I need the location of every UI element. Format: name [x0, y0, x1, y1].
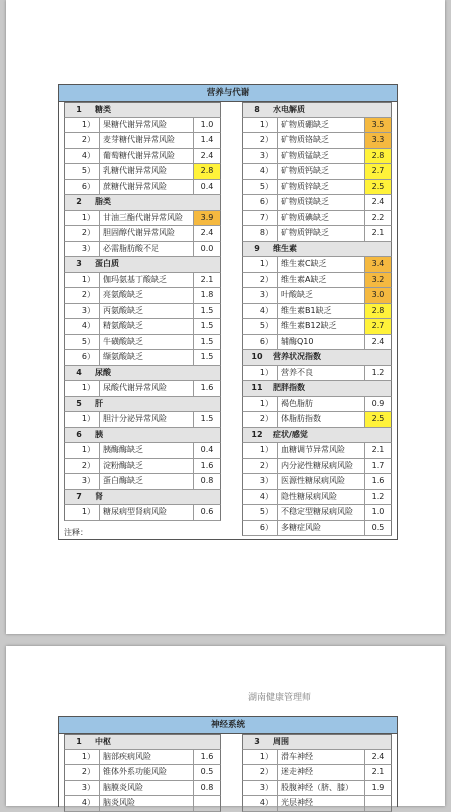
category-number: 10 — [251, 352, 263, 361]
category-row — [64, 734, 221, 750]
item-name: 维生素B12缺乏 — [278, 319, 365, 334]
item-name: 脑炎风险 — [100, 796, 194, 811]
category-number: 7 — [76, 491, 82, 501]
item-index: 2） — [243, 459, 278, 474]
indicator-row — [242, 443, 392, 459]
item-index: 3） — [65, 781, 100, 796]
item-value: 3.3 — [365, 133, 391, 148]
item-index: 1） — [65, 211, 100, 226]
item-index: 6） — [243, 195, 278, 210]
item-value: 1.6 — [371, 476, 385, 485]
item-value: 1.7 — [371, 460, 385, 470]
category-number: 8 — [254, 105, 260, 114]
category-title: 糖类 — [95, 105, 111, 114]
category-title: 营养状况指数 — [273, 352, 321, 361]
item-index: 2） — [65, 459, 100, 474]
indicator-row — [64, 381, 221, 397]
category-row — [242, 734, 392, 750]
item-index: 2） — [243, 133, 278, 148]
indicator-row — [242, 257, 392, 273]
item-name: 精氨酸缺乏 — [100, 319, 194, 334]
item-value: 0.8 — [200, 782, 214, 792]
item-name: 伽玛氨基丁酸缺乏 — [100, 273, 194, 288]
item-value: 3.2 — [365, 273, 391, 288]
category-number: 1 — [76, 105, 82, 114]
item-index: 7） — [243, 211, 278, 226]
category-title: 肥胖指数 — [273, 383, 305, 392]
indicator-row — [64, 443, 221, 459]
item-value: 0.5 — [371, 522, 385, 532]
item-value: 2.8 — [194, 164, 220, 179]
item-value: 2.5 — [365, 412, 391, 427]
item-name: 矿物质锰缺乏 — [278, 149, 365, 164]
item-name: 内分泌性糖尿病风险 — [278, 459, 365, 474]
item-index: 5） — [243, 180, 278, 195]
item-name: 血糖调节异常风险 — [278, 443, 365, 458]
item-index: 4） — [243, 796, 278, 811]
item-name: 医源性糖尿病风险 — [278, 474, 365, 489]
nutrition-report-table — [58, 84, 398, 540]
watermark: 湖南健康管理师 — [248, 693, 312, 703]
item-index: 4） — [243, 164, 278, 179]
category-title: 肾 — [95, 491, 103, 501]
category-row — [242, 381, 392, 397]
item-index: 1） — [243, 397, 278, 412]
item-value: 0.4 — [200, 445, 214, 454]
indicator-row — [64, 350, 221, 366]
item-value: 1.9 — [371, 782, 385, 792]
item-index: 1） — [243, 443, 278, 458]
item-name: 尿酸代谢异常风险 — [100, 381, 194, 396]
item-index: 1） — [65, 381, 100, 396]
indicator-row — [64, 796, 221, 812]
item-index: 3） — [65, 474, 100, 489]
category-row — [64, 102, 221, 118]
item-name: 褐色脂肪 — [278, 397, 365, 412]
item-value: 1.5 — [200, 352, 214, 361]
indicator-row — [242, 180, 392, 196]
item-index: 2） — [243, 765, 278, 780]
item-name: 股腹神经（脐、膝） — [278, 781, 365, 796]
indicator-row — [242, 335, 392, 351]
item-name: 缬氨酸缺乏 — [100, 350, 194, 365]
item-index: 1） — [65, 505, 100, 520]
item-index: 5） — [65, 164, 100, 179]
indicator-row — [64, 459, 221, 475]
item-value: 0.5 — [200, 767, 214, 776]
item-name: 矿物质铬缺乏 — [278, 133, 365, 148]
item-name: 辅酶Q10 — [278, 335, 365, 350]
item-value: 2.1 — [371, 767, 385, 776]
item-value: 1.5 — [200, 321, 214, 330]
indicator-row — [242, 397, 392, 413]
item-name: 糖尿病型肾病风险 — [100, 505, 194, 520]
category-title: 尿酸 — [95, 367, 111, 377]
indicator-row — [64, 412, 221, 428]
item-index: 4） — [65, 796, 100, 811]
item-index: 2） — [65, 133, 100, 148]
indicator-row — [242, 474, 392, 490]
item-name: 矿物质锌缺乏 — [278, 180, 365, 195]
item-name: 维生素B1缺乏 — [278, 304, 365, 319]
category-title: 蛋白质 — [95, 259, 119, 268]
item-value: 1.6 — [200, 751, 214, 761]
item-index: 5） — [243, 319, 278, 334]
item-index: 3） — [243, 149, 278, 164]
item-value: 3.9 — [194, 211, 220, 226]
indicator-row — [64, 133, 221, 149]
note-label: 注释： — [64, 528, 88, 537]
indicator-row — [64, 242, 221, 258]
item-index: 2） — [243, 273, 278, 288]
category-row — [242, 350, 392, 366]
item-index: 1） — [65, 118, 100, 133]
indicator-row — [64, 335, 221, 351]
item-index: 8） — [243, 226, 278, 241]
indicator-row — [242, 273, 392, 289]
item-value: 1.0 — [371, 507, 385, 516]
item-value: 1.6 — [200, 460, 214, 470]
category-row — [64, 195, 221, 211]
indicator-row — [64, 304, 221, 320]
item-name: 矿物质钙缺乏 — [278, 164, 365, 179]
item-value: 0.8 — [200, 476, 214, 485]
category-row — [64, 428, 221, 444]
item-index: 1） — [243, 257, 278, 272]
item-name: 麦芽糖代谢异常风险 — [100, 133, 194, 148]
item-index: 1） — [243, 750, 278, 765]
item-index: 1） — [65, 443, 100, 458]
category-number: 11 — [251, 383, 263, 392]
indicator-row — [64, 781, 221, 797]
category-title: 中枢 — [95, 737, 111, 746]
indicator-row — [64, 474, 221, 490]
nutrition-left-column — [64, 102, 221, 521]
item-name: 体脂肪指数 — [278, 412, 365, 427]
category-number: 4 — [76, 367, 82, 377]
category-number: 3 — [254, 737, 260, 746]
item-index: 2） — [65, 288, 100, 303]
item-index: 3） — [243, 781, 278, 796]
item-index: 2） — [65, 226, 100, 241]
item-value — [365, 796, 391, 811]
indicator-row — [242, 490, 392, 506]
item-name: 维生素A缺乏 — [278, 273, 365, 288]
item-value: 2.7 — [365, 319, 391, 334]
item-value: 2.8 — [365, 304, 391, 319]
item-value: 2.4 — [200, 228, 214, 237]
neuro-title: 神经系统 — [59, 717, 397, 734]
item-value: 3.0 — [365, 288, 391, 303]
item-value: 1.0 — [200, 119, 214, 129]
item-name: 光层神经 — [278, 796, 365, 811]
item-name: 矿物质碘缺乏 — [278, 211, 365, 226]
item-name: 多糖症风险 — [278, 521, 365, 536]
item-index: 1） — [65, 412, 100, 427]
item-value: 3.4 — [365, 257, 391, 272]
item-value: 0.6 — [200, 507, 214, 516]
indicator-row — [242, 226, 392, 242]
item-name: 蔗糖代谢异常风险 — [100, 180, 194, 195]
item-value: 2.4 — [371, 197, 385, 206]
item-index: 1） — [65, 750, 100, 765]
item-value: 1.5 — [200, 305, 214, 315]
category-number: 1 — [76, 737, 82, 746]
category-number: 9 — [254, 243, 260, 253]
item-index: 1） — [65, 273, 100, 288]
indicator-row — [64, 118, 221, 134]
indicator-row — [242, 133, 392, 149]
category-number: 12 — [251, 429, 263, 439]
item-index: 3） — [243, 474, 278, 489]
item-index: 6） — [243, 335, 278, 350]
indicator-row — [242, 366, 392, 382]
report-page-2 — [6, 646, 445, 806]
item-value: 2.4 — [200, 150, 214, 160]
item-value: 2.1 — [200, 274, 214, 284]
category-number: 5 — [76, 398, 82, 408]
item-index: 2） — [243, 412, 278, 427]
item-name: 乳糖代谢异常风险 — [100, 164, 194, 179]
item-index: 3） — [65, 304, 100, 319]
indicator-row — [64, 288, 221, 304]
indicator-row — [64, 180, 221, 196]
indicator-row — [242, 781, 392, 797]
category-row — [64, 257, 221, 273]
item-name: 必需脂肪酸不足 — [100, 242, 194, 257]
item-name: 滑车神经 — [278, 750, 365, 765]
category-title: 脂类 — [95, 197, 111, 206]
indicator-row — [64, 505, 221, 521]
indicator-row — [242, 319, 392, 335]
indicator-row — [242, 412, 392, 428]
item-value — [194, 796, 220, 811]
indicator-row — [242, 149, 392, 165]
category-title: 维生素 — [273, 243, 297, 253]
item-index: 5） — [65, 335, 100, 350]
item-name: 矿物质钾缺乏 — [278, 226, 365, 241]
item-name: 胰酶酶缺乏 — [100, 443, 194, 458]
indicator-row — [242, 164, 392, 180]
category-title: 水电解质 — [273, 105, 305, 114]
indicator-row — [64, 319, 221, 335]
item-index: 4） — [243, 304, 278, 319]
indicator-row — [242, 211, 392, 227]
item-value: 1.5 — [200, 414, 214, 423]
item-value: 2.8 — [365, 149, 391, 164]
indicator-row — [64, 164, 221, 180]
item-name: 脑部疾病风险 — [100, 750, 194, 765]
indicator-row — [64, 149, 221, 165]
item-index: 4） — [243, 490, 278, 505]
item-value: 2.7 — [365, 164, 391, 179]
indicator-row — [242, 459, 392, 475]
indicator-row — [242, 750, 392, 766]
item-name: 丙氨酸缺乏 — [100, 304, 194, 319]
item-value: 2.5 — [365, 180, 391, 195]
item-name: 葡萄糖代谢异常风险 — [100, 149, 194, 164]
nutrition-right-column — [242, 102, 392, 536]
item-name: 亮氨酸缺乏 — [100, 288, 194, 303]
item-name: 维生素C缺乏 — [278, 257, 365, 272]
item-index: 6） — [65, 180, 100, 195]
item-value: 0.4 — [200, 181, 214, 191]
category-row — [64, 366, 221, 382]
item-value: 0.0 — [200, 243, 214, 253]
item-name: 迷走神经 — [278, 765, 365, 780]
item-index: 3） — [65, 242, 100, 257]
item-name: 营养不良 — [278, 366, 365, 381]
item-name: 叶酸缺乏 — [278, 288, 365, 303]
item-name: 脑膜炎风险 — [100, 781, 194, 796]
indicator-row — [242, 505, 392, 521]
indicator-row — [242, 765, 392, 781]
item-index: 2） — [65, 765, 100, 780]
item-value: 2.1 — [371, 445, 385, 454]
item-value: 1.8 — [200, 290, 214, 299]
item-name: 牛磺酸缺乏 — [100, 335, 194, 350]
item-value: 1.2 — [371, 367, 385, 377]
item-index: 6） — [243, 521, 278, 536]
item-value: 1.4 — [200, 135, 214, 144]
item-name: 锥体外系功能风险 — [100, 765, 194, 780]
neuro-report-table — [58, 716, 398, 807]
item-name: 矿物质镁缺乏 — [278, 195, 365, 210]
category-row — [64, 397, 221, 413]
item-value: 2.4 — [371, 751, 385, 761]
category-number: 2 — [76, 197, 82, 206]
category-title: 肝 — [95, 398, 103, 408]
item-value: 2.1 — [371, 228, 385, 237]
category-number: 3 — [76, 259, 82, 268]
item-name: 淀粉酶缺乏 — [100, 459, 194, 474]
item-value: 2.4 — [371, 336, 385, 346]
indicator-row — [242, 195, 392, 211]
nutrition-title: 营养与代谢 — [59, 85, 397, 102]
item-name: 不稳定型糖尿病风险 — [278, 505, 365, 520]
indicator-row — [64, 273, 221, 289]
indicator-row — [242, 796, 392, 812]
item-value: 1.6 — [200, 383, 214, 392]
indicator-row — [64, 750, 221, 766]
item-index: 3） — [243, 288, 278, 303]
category-row — [242, 102, 392, 118]
category-row — [242, 242, 392, 258]
category-title: 周围 — [273, 737, 289, 746]
item-value: 2.2 — [371, 212, 385, 222]
item-name: 果糖代谢异常风险 — [100, 118, 194, 133]
indicator-row — [242, 304, 392, 320]
report-page-1 — [6, 0, 445, 634]
category-number: 6 — [76, 429, 82, 439]
indicator-row — [64, 226, 221, 242]
category-row — [64, 490, 221, 506]
category-title: 症状/感觉 — [273, 429, 308, 439]
item-name: 胆固醇代谢异常风险 — [100, 226, 194, 241]
item-index: 4） — [65, 149, 100, 164]
item-name: 隐性糖尿病风险 — [278, 490, 365, 505]
indicator-row — [242, 521, 392, 537]
item-value: 1.2 — [371, 491, 385, 501]
indicator-row — [242, 288, 392, 304]
item-index: 5） — [243, 505, 278, 520]
item-name: 矿物质硼缺乏 — [278, 118, 365, 133]
item-name: 蛋白酶缺乏 — [100, 474, 194, 489]
item-value: 1.5 — [200, 336, 214, 346]
item-name: 胆汁分泌异常风险 — [100, 412, 194, 427]
item-index: 1） — [243, 118, 278, 133]
category-title: 胰 — [95, 429, 103, 439]
item-index: 1） — [243, 366, 278, 381]
item-index: 6） — [65, 350, 100, 365]
indicator-row — [64, 765, 221, 781]
item-value: 3.5 — [365, 118, 391, 133]
indicator-row — [64, 211, 221, 227]
item-value: 0.9 — [371, 398, 385, 408]
item-index: 4） — [65, 319, 100, 334]
item-name: 甘油三酯代谢异常风险 — [100, 211, 194, 226]
indicator-row — [242, 118, 392, 134]
category-row — [242, 428, 392, 444]
